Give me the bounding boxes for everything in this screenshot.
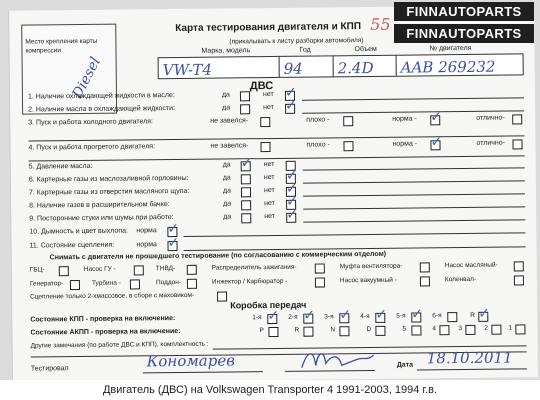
engine-item-9: 9. Посторонние стуки или шумы при работе: [29, 214, 174, 223]
item-2-yes: да [222, 104, 231, 112]
auto-gear-1: 1 [508, 324, 513, 332]
part-oil-pan-checkbox[interactable] [187, 279, 197, 289]
header-engine-number: № двигателя [429, 44, 472, 53]
item-7-yes: да [222, 187, 231, 195]
auto-gear-2: 2 [484, 324, 489, 332]
auto-gear-4: 4 [432, 325, 437, 333]
gear-reverse-checkbox[interactable] [478, 305, 491, 322]
item-8-yes: да [223, 200, 232, 208]
part-ps-pump: Насос ГУ - [83, 265, 116, 273]
header-year: Год [299, 46, 311, 54]
auto-gear-4-checkbox[interactable] [439, 325, 449, 335]
item-9-notes-line [303, 219, 525, 222]
item-7-yes-checkbox[interactable] [241, 187, 251, 197]
item-3-normal: норма - [392, 115, 417, 123]
item-3-excellent: отлично- [476, 114, 505, 122]
item-11-normal: норма [136, 241, 157, 249]
item-4-not-started: не завелся- [210, 142, 249, 150]
item-5-yes-checkbox[interactable] [240, 155, 253, 172]
item-4-excellent: отлично- [476, 139, 506, 147]
engine-item-2: 2. Наличие масла в охлаждающей жидкости: [28, 105, 175, 114]
part-turbo: Турбина - [91, 279, 121, 287]
checkmark-icon: ✓ [285, 167, 298, 184]
engine-item-7: 7. Картерные газы из отверстия масляного щупа: [28, 187, 190, 197]
part-fan-clutch-checkbox[interactable] [420, 262, 430, 272]
header-make-model: Марка, модель [201, 47, 251, 55]
checkmark-icon: ✓ [478, 305, 491, 322]
item-9-yes-checkbox[interactable] [241, 213, 251, 223]
tester-name-line [143, 371, 263, 373]
part-crankshaft-checkbox[interactable] [514, 275, 524, 285]
item-8-notes-line [303, 206, 525, 209]
make-model-value: VW-T4 [162, 60, 213, 80]
auto-gear-p-checkbox[interactable] [268, 327, 278, 337]
item-6-yes: да [222, 174, 231, 182]
item-6-yes-checkbox[interactable] [241, 174, 251, 184]
checkmark-icon: ✓ [339, 307, 352, 324]
engine-item-5: 5. Давление масла: [28, 162, 93, 171]
part-injection-pump: ТНВД- [155, 265, 176, 273]
item-9-yes: да [223, 213, 232, 221]
gear-3-checkbox[interactable] [339, 307, 352, 324]
checkmark-icon: ✓ [303, 307, 316, 324]
item-5-notes-line [303, 167, 525, 170]
removed-parts-title: Снимать с двигателя не прошедшего тестирование (по согласованию с коммерческим отделом) [49, 250, 387, 262]
part-oil-pump-checkbox[interactable] [514, 261, 524, 271]
engine-section-title: ДВС [249, 79, 274, 93]
item-3-poor: плохо - [306, 116, 330, 124]
checkmark-icon: ✓ [411, 306, 424, 323]
part-oil-pump: Насос масляный- [444, 261, 498, 270]
item-1-no: нет [262, 90, 274, 99]
watermark-banner-top: FINNAUTOPARTS [394, 2, 534, 21]
item-5-yes: да [222, 161, 231, 169]
item-2-notes-line [302, 110, 524, 113]
part-alternator-checkbox[interactable] [70, 280, 80, 290]
item-5-no: нет [263, 160, 275, 169]
auto-gear-2-checkbox[interactable] [491, 325, 501, 335]
auto-gear-5: 5 [402, 325, 407, 333]
part-injector: Инжектор / Карбюратор - [211, 277, 288, 286]
part-vacuum-pump: Насос вакуумный - [339, 276, 397, 285]
year-cell [279, 55, 334, 78]
watermark-banner-bottom: FINNAUTOPARTS [394, 24, 534, 43]
tested-by-label: Тестировал [30, 365, 69, 373]
checkmark-icon: ✓ [167, 234, 180, 252]
part-vacuum-pump-checkbox[interactable] [420, 276, 430, 286]
part-injection-pump-checkbox[interactable] [187, 265, 197, 275]
other-notes-label: Другие замечания (по работе ДВС и КПП), комплектность : [30, 340, 209, 350]
item-3-notes-line [28, 135, 524, 141]
checkmark-icon: ✓ [285, 193, 298, 210]
gearbox-section-title: Коробка передач [230, 299, 307, 311]
item-2-no-checkbox[interactable] [284, 97, 297, 114]
engine-number-cell [396, 53, 524, 76]
auto-gear-5-checkbox[interactable] [411, 325, 421, 335]
engine-item-11: 11. Состояние сцепления: [29, 241, 115, 250]
volume-cell [333, 55, 397, 78]
part-clutch-dual-mass: Сцепление только 2-хмассовое, в сборе с маховиком- [30, 291, 195, 301]
item-1-yes: да [221, 91, 230, 99]
checkmark-icon: ✓ [375, 306, 388, 323]
item-9-no-checkbox[interactable] [286, 206, 299, 223]
engine-item-3: 3. Пуск и работа холодного двигателя: [28, 118, 153, 127]
item-3-excellent-checkbox[interactable] [512, 114, 522, 124]
part-fan-clutch: Муфта вентилятора- [339, 262, 403, 271]
part-oil-pan: Поддон- [155, 278, 182, 287]
checkmark-icon: ✓ [285, 180, 298, 197]
card-subtitle: (прикалывать к листу разборки автомобиля) [229, 37, 364, 46]
gear-6: 6-я [432, 312, 442, 320]
auto-gear-p: P [259, 327, 264, 335]
card-number-handwritten: 55 [370, 14, 391, 34]
date-line [417, 368, 527, 370]
part-crankshaft: Коленвал- [444, 275, 477, 284]
item-3-poor-checkbox[interactable] [343, 116, 353, 126]
date-handwritten: 18.10.2011 [426, 348, 513, 368]
item-4-poor: плохо - [306, 141, 330, 149]
fuel-type-handwritten: Diesel [69, 54, 104, 102]
item-7-notes-line [303, 193, 525, 196]
gear-5: 5-я [396, 312, 406, 320]
photo-caption: Двигатель (ДВС) на Volkswagen Transporter 4 1991-2003, 1994 г.в. [0, 380, 540, 400]
gear-4: 4-я [360, 312, 370, 321]
engine-number-value: AAB 269232 [400, 57, 496, 77]
part-distributor: Распределитель зажигания- [211, 263, 297, 272]
part-injector-checkbox[interactable] [315, 277, 325, 287]
checkmark-icon: ✓ [240, 155, 253, 172]
checkmark-icon: ✓ [430, 134, 443, 151]
part-alternator: Генератор- [29, 280, 64, 288]
auto-gear-d: D [366, 325, 372, 334]
item-8-yes-checkbox[interactable] [241, 200, 251, 210]
auto-gearbox-label: Состояние АКПП - проверка на включение: [30, 327, 181, 337]
checkmark-icon: ✓ [167, 220, 180, 238]
gear-2: 2-я [288, 313, 298, 321]
item-10-normal: норма [136, 227, 157, 235]
item-1-notes-line [302, 97, 524, 100]
gear-2-checkbox[interactable] [303, 307, 316, 324]
item-9-no: нет [264, 212, 276, 221]
item-6-notes-line [303, 180, 525, 183]
gear-4-checkbox[interactable] [375, 306, 388, 323]
part-turbo-checkbox[interactable] [130, 279, 140, 289]
auto-gear-r-checkbox[interactable] [303, 327, 313, 337]
item-10-notes-line [183, 232, 525, 237]
item-4-normal: норма - [392, 140, 418, 148]
item-2-yes-checkbox[interactable] [240, 104, 250, 114]
checkmark-icon: ✓ [267, 307, 280, 325]
item-11-normal-checkbox[interactable] [167, 234, 180, 252]
auto-gear-r: R [294, 326, 300, 334]
item-4-notes-line [29, 155, 525, 161]
item-3-not-started: не завелся- [210, 117, 249, 125]
item-1-yes-checkbox[interactable] [240, 91, 250, 101]
year-value: 94 [283, 59, 303, 78]
tester-name-handwritten: Кономарев [146, 351, 235, 371]
item-4-excellent-checkbox[interactable] [512, 139, 522, 149]
part-ps-pump-checkbox[interactable] [134, 265, 144, 275]
item-4-poor-checkbox[interactable] [343, 141, 353, 151]
engine-item-8: 8. Наличие газов в расширительном бачке: [29, 201, 170, 210]
gear-1: 1-я [252, 314, 262, 322]
date-label: Дата [396, 361, 414, 369]
item-2-no: нет [263, 103, 274, 112]
gear-1-checkbox[interactable] [267, 307, 280, 325]
item-4-normal-checkbox[interactable] [430, 134, 443, 151]
engine-item-6: 6. Картерные газы из маслозаливной горловины: [28, 174, 189, 184]
item-3-normal-checkbox[interactable] [430, 109, 443, 126]
engine-item-10: 10. Дымность и цвет выхлопа: [29, 227, 128, 236]
gear-5-checkbox[interactable] [411, 306, 424, 323]
part-clutch-dual-mass-checkbox[interactable] [217, 291, 227, 301]
manual-gearbox-label: Состояние КПП - проверка на включение: [30, 315, 176, 324]
engine-item-4: 4. Пуск и работа прогретого двигателя: [28, 143, 156, 152]
item-8-no: нет [264, 199, 275, 208]
auto-gear-3-checkbox[interactable] [465, 325, 475, 335]
checkmark-icon: ✓ [286, 206, 299, 223]
part-distributor-checkbox[interactable] [315, 263, 325, 273]
item-7-no: нет [263, 186, 275, 195]
gear-6-checkbox[interactable] [447, 312, 457, 322]
header-volume: Объем [354, 45, 377, 54]
auto-gear-d-checkbox[interactable] [375, 326, 385, 336]
checkmark-icon: ✓ [430, 109, 443, 126]
auto-gear-n-checkbox[interactable] [339, 326, 349, 336]
auto-gear-1-checkbox[interactable] [515, 324, 525, 334]
item-6-no: нет [263, 173, 275, 182]
item-3-not-started-checkbox[interactable] [260, 117, 270, 127]
make-model-cell [158, 56, 280, 79]
engine-item-1: 1. Наличие охлаждающей жидкости в масле: [27, 92, 175, 101]
part-cylinder-head-checkbox[interactable] [59, 266, 69, 276]
gear-reverse: R [470, 311, 476, 319]
tester-signature [298, 345, 378, 374]
item-4-not-started-checkbox[interactable] [260, 142, 270, 152]
card-title: Карта тестирования двигателя и КПП [175, 21, 362, 35]
checkmark-icon: ✓ [284, 97, 297, 114]
gear-3: 3-я [324, 313, 334, 321]
volume-value: 2.4D [337, 58, 374, 78]
part-cylinder-head: ГБЦ- [29, 266, 45, 274]
test-card-sheet [8, 5, 538, 380]
auto-gear-3: 3 [458, 325, 463, 333]
checkmark-icon: ✓ [284, 84, 297, 101]
mounting-place-label: Место крепления карты компрессии [25, 37, 98, 55]
auto-gear-n: N [330, 326, 336, 334]
